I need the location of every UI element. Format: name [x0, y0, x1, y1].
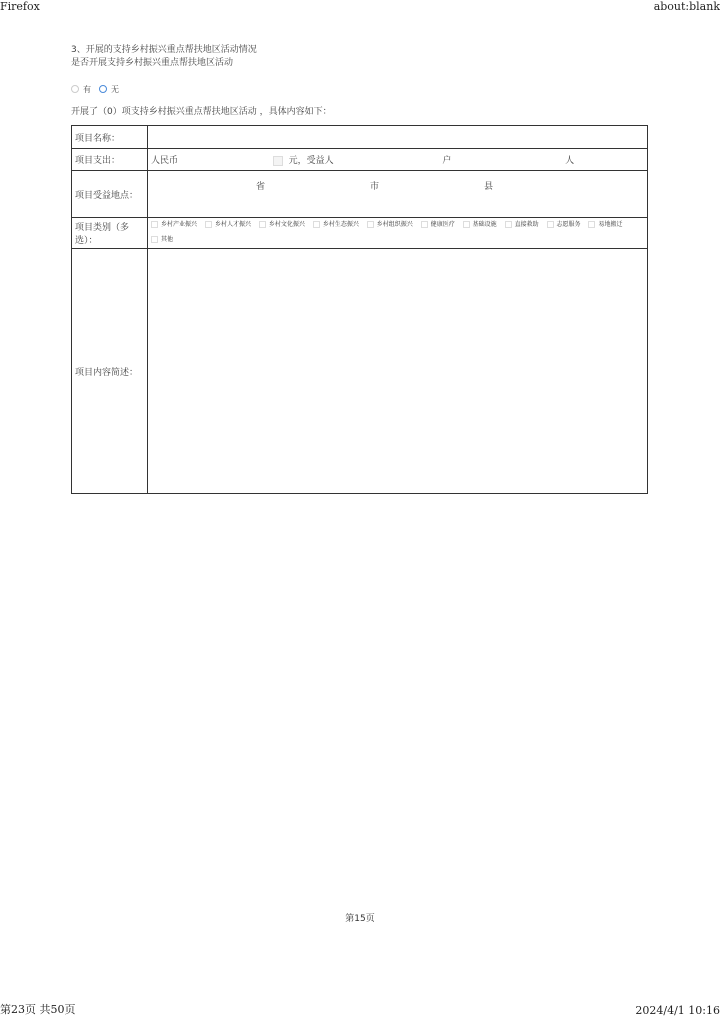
province-label: 省: [256, 182, 266, 192]
project-category-label: 项目类别（多选）：: [72, 218, 148, 249]
category-option[interactable]: 乡村生态振兴: [313, 218, 359, 231]
category-option[interactable]: 乡村人才振兴: [205, 218, 251, 231]
radio-label-no: 无: [111, 84, 119, 94]
currency-label: 人民币: [151, 156, 179, 166]
category-option[interactable]: 其他: [151, 233, 173, 246]
category-option[interactable]: 乡村产业振兴: [151, 218, 197, 231]
checkbox-icon[interactable]: [588, 221, 595, 228]
category-option[interactable]: 基础设施: [463, 218, 497, 231]
question-text: 是否开展支持乡村振兴重点帮扶地区活动: [71, 58, 234, 68]
checkbox-icon[interactable]: [367, 221, 374, 228]
checkbox-icon[interactable]: [505, 221, 512, 228]
radio-circle-icon[interactable]: [99, 85, 107, 93]
project-cost-field: [148, 149, 648, 171]
category-option[interactable]: 乡村组织振兴: [367, 218, 413, 231]
project-description-field[interactable]: [148, 249, 648, 494]
print-timestamp: 2024/4/1 10:16: [635, 1004, 720, 1017]
project-category-field: [148, 218, 648, 249]
radio-group: [71, 83, 119, 95]
page-counter: 第23页 共50页: [0, 1003, 76, 1016]
category-option[interactable]: 志愿服务: [547, 218, 581, 231]
section-title: 3、开展的支持乡村振兴重点帮扶地区活动情况: [71, 45, 257, 55]
county-label: 县: [484, 182, 494, 192]
project-description-label: 项目内容简述：: [72, 249, 148, 494]
household-label: 户: [442, 156, 452, 166]
project-cost-row: [72, 149, 648, 171]
checkbox-icon[interactable]: [205, 221, 212, 228]
project-location-label: 项目受益地点：: [72, 171, 148, 218]
project-form-table: [71, 125, 648, 494]
category-option[interactable]: 乡村文化振兴: [259, 218, 305, 231]
checkbox-icon[interactable]: [259, 221, 266, 228]
section-content: [71, 44, 648, 117]
project-location-row: [72, 171, 648, 218]
checkbox-icon[interactable]: [421, 221, 428, 228]
radio-option-yes[interactable]: [71, 84, 91, 95]
checkbox-icon[interactable]: [547, 221, 554, 228]
project-name-label: 项目名称：: [72, 126, 148, 149]
project-category-row: [72, 218, 648, 249]
radio-circle-icon[interactable]: [71, 85, 79, 93]
activity-summary: 开展了（0）项支持乡村振兴重点帮扶地区活动 ，具体内容如下：: [71, 107, 332, 117]
radio-label-yes: 有: [83, 84, 91, 94]
radio-option-no[interactable]: [99, 84, 119, 95]
category-option[interactable]: 易地搬迁: [588, 218, 622, 231]
project-cost-label: 项目支出：: [72, 149, 148, 171]
checkbox-icon[interactable]: [151, 236, 158, 243]
page-number: 第15页: [345, 914, 375, 924]
checkbox-icon[interactable]: [313, 221, 320, 228]
page-url: about:blank: [653, 0, 720, 13]
person-label: 人: [565, 156, 575, 166]
cost-unit-label: 元，受益人: [288, 156, 334, 166]
project-name-row: [72, 126, 648, 149]
category-option[interactable]: 直接救助: [505, 218, 539, 231]
spinner-icon[interactable]: [273, 156, 283, 166]
browser-name: Firefox: [0, 0, 40, 13]
project-location-field: [148, 171, 648, 218]
checkbox-icon[interactable]: [463, 221, 470, 228]
category-option[interactable]: 健康医疗: [421, 218, 455, 231]
checkbox-icon[interactable]: [151, 221, 158, 228]
project-name-field[interactable]: [148, 126, 648, 149]
city-label: 市: [370, 182, 380, 192]
project-description-row: [72, 249, 648, 494]
